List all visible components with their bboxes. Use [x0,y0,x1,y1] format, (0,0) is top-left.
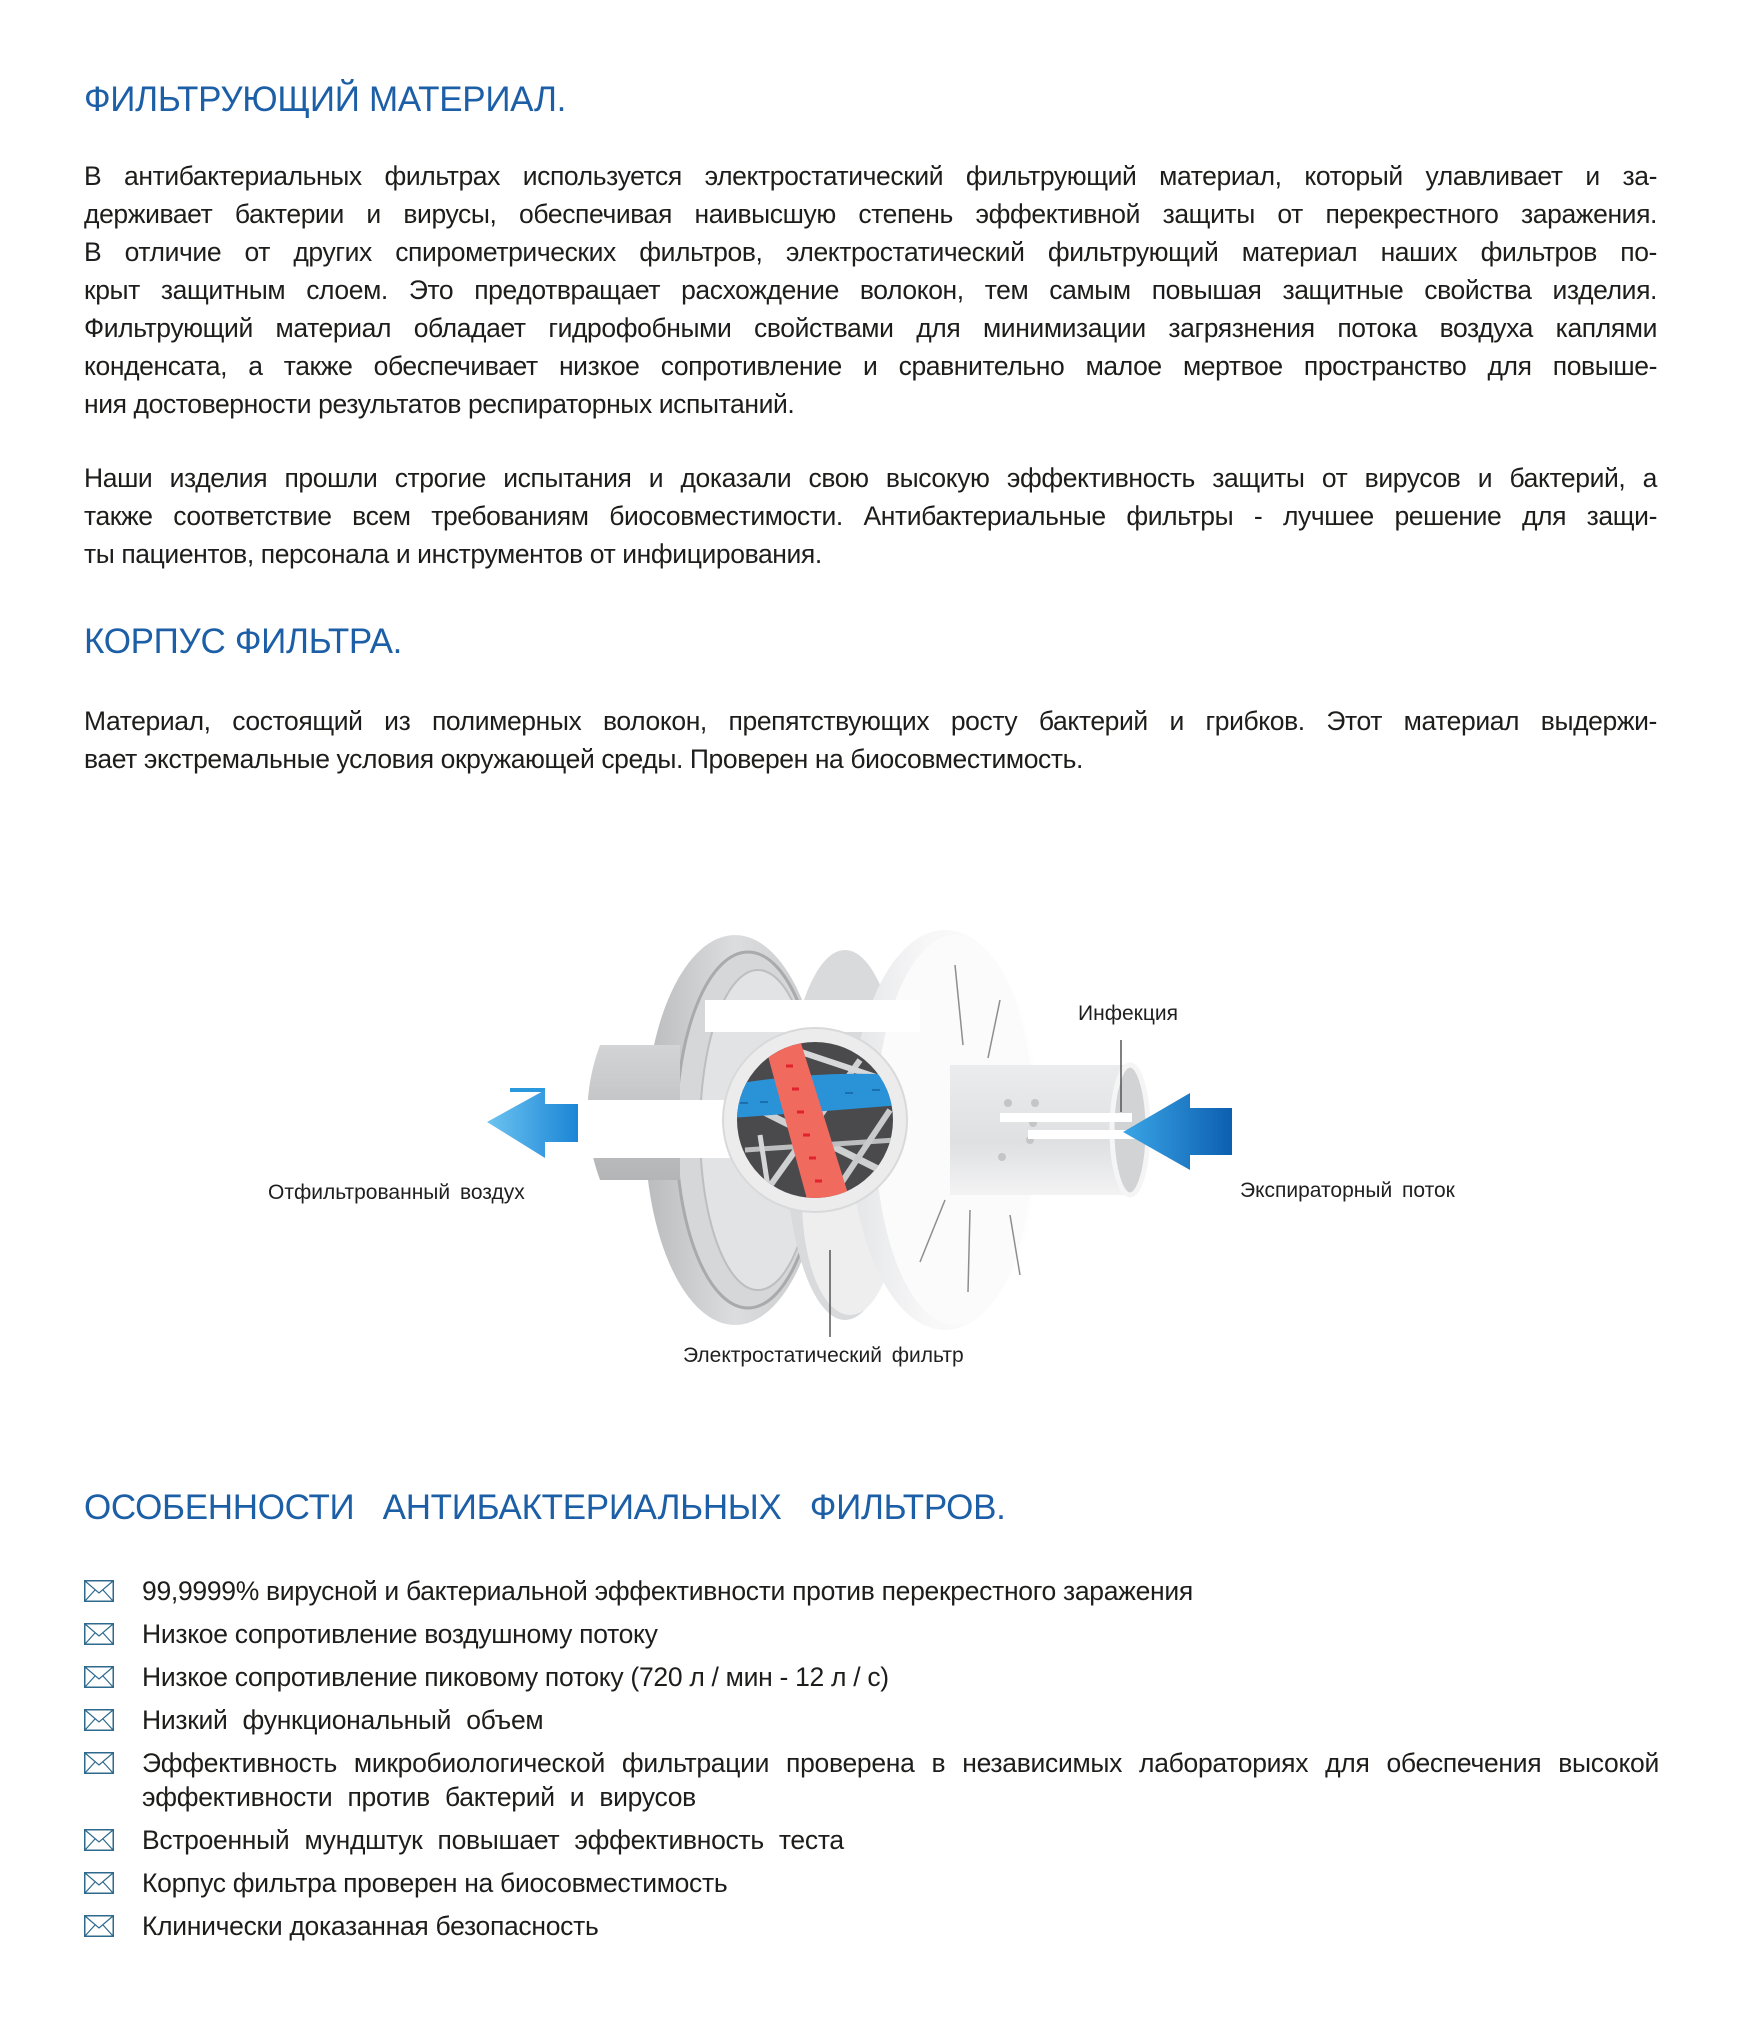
envelope-checkbox-icon [84,1623,114,1645]
text-line: Материал, состоящий из полимерных волокон, препятствующих росту бактерий и грибков. Этот материал выдержи- [84,706,1657,736]
text-line: В антибактериальных фильтрах используется электростатический фильтрующий материал, который улавливает и за- [84,161,1657,191]
text-line: вает экстремальные условия окружающей среды. Проверен на биосовместимость. [84,744,1083,774]
section-heading-filter-body: КОРПУС ФИЛЬТРА. [84,622,403,661]
magnified-fiber-view [723,1028,907,1212]
envelope-checkbox-icon [84,1709,114,1731]
filtered-air-arrow-icon [487,1088,578,1158]
text-line: Наши изделия прошли строгие испытания и доказали свою высокую эффективность защиты от вирусов и бактерий, а [84,463,1657,493]
text-line: ния достоверности результатов респираторных испытаний. [84,389,795,419]
filter-diagram [0,880,1753,1400]
section-heading-features: ОСОБЕННОСТИ АНТИБАКТЕРИАЛЬНЫХ ФИЛЬТРОВ. [84,1488,1006,1527]
feature-item [84,1823,1659,1857]
text-line: конденсата, а также обеспечивает низкое сопротивление и сравнительно малое мертвое пространство для повыше- [84,351,1657,381]
envelope-checkbox-icon [84,1872,114,1894]
feature-text: 99,9999% вирусной и бактериальной эффективности против перекрестного заражения [142,1576,1193,1606]
feature-item [84,1909,1659,1943]
text-line: В отличие от других спирометрических фильтров, электростатический фильтрующий материал наших фильтров по- [84,237,1657,267]
section-heading-filter-material: ФИЛЬТРУЮЩИЙ МАТЕРИАЛ. [84,80,567,119]
label-infection: Инфекция [1078,1002,1178,1025]
filter-body-paragraph [84,702,1657,778]
feature-text: Клинически доказанная безопасность [142,1911,599,1941]
feature-text: Низкое сопротивление воздушному потоку [142,1619,658,1649]
filter-cutaway-illustration [0,880,1753,1400]
envelope-checkbox-icon [84,1752,114,1774]
text-line: также соответствие всем требованиям биосовместимости. Антибактериальные фильтры - лучшее решение для защи- [84,501,1657,531]
label-expiratory-flow: Экспираторный поток [1240,1179,1455,1202]
text-line: ты пациентов, персонала и инструментов от инфицирования. [84,539,822,569]
feature-item [84,1617,1659,1651]
feature-item [84,1703,1659,1737]
text-line: Фильтрующий материал обладает гидрофобными свойствами для минимизации загрязнения потока воздуха каплями [84,313,1657,343]
feature-item [84,1660,1659,1694]
feature-text: Низкое сопротивление пиковому потоку (720 л / мин - 12 л / с) [142,1662,889,1692]
feature-text: Корпус фильтра проверен на биосовместимость [142,1868,728,1898]
feature-item [84,1574,1659,1608]
envelope-checkbox-icon [84,1580,114,1602]
filter-material-paragraph-2 [84,459,1657,573]
envelope-checkbox-icon [84,1829,114,1851]
features-list [84,1574,1659,1952]
filter-material-paragraph-1 [84,157,1657,423]
feature-text: Эффективность микробиологической фильтрации проверена в независимых лабораториях для обеспечения высокой эффективности против бактерий и вирусов [142,1748,1659,1812]
feature-item [84,1746,1659,1814]
feature-text: Низкий функциональный объем [142,1705,544,1735]
label-filtered-air: Отфильтрованный воздух [268,1181,525,1204]
label-electrostatic-filter: Электростатический фильтр [683,1344,964,1367]
feature-item [84,1866,1659,1900]
envelope-checkbox-icon [84,1915,114,1937]
feature-text: Встроенный мундштук повышает эффективность теста [142,1825,844,1855]
envelope-checkbox-icon [84,1666,114,1688]
text-line: крыт защитным слоем. Это предотвращает расхождение волокон, тем самым повышая защитные свойства изделия. [84,275,1657,305]
text-line: держивает бактерии и вирусы, обеспечивая наивысшую степень эффективной защиты от перекрестного заражения. [84,199,1657,229]
